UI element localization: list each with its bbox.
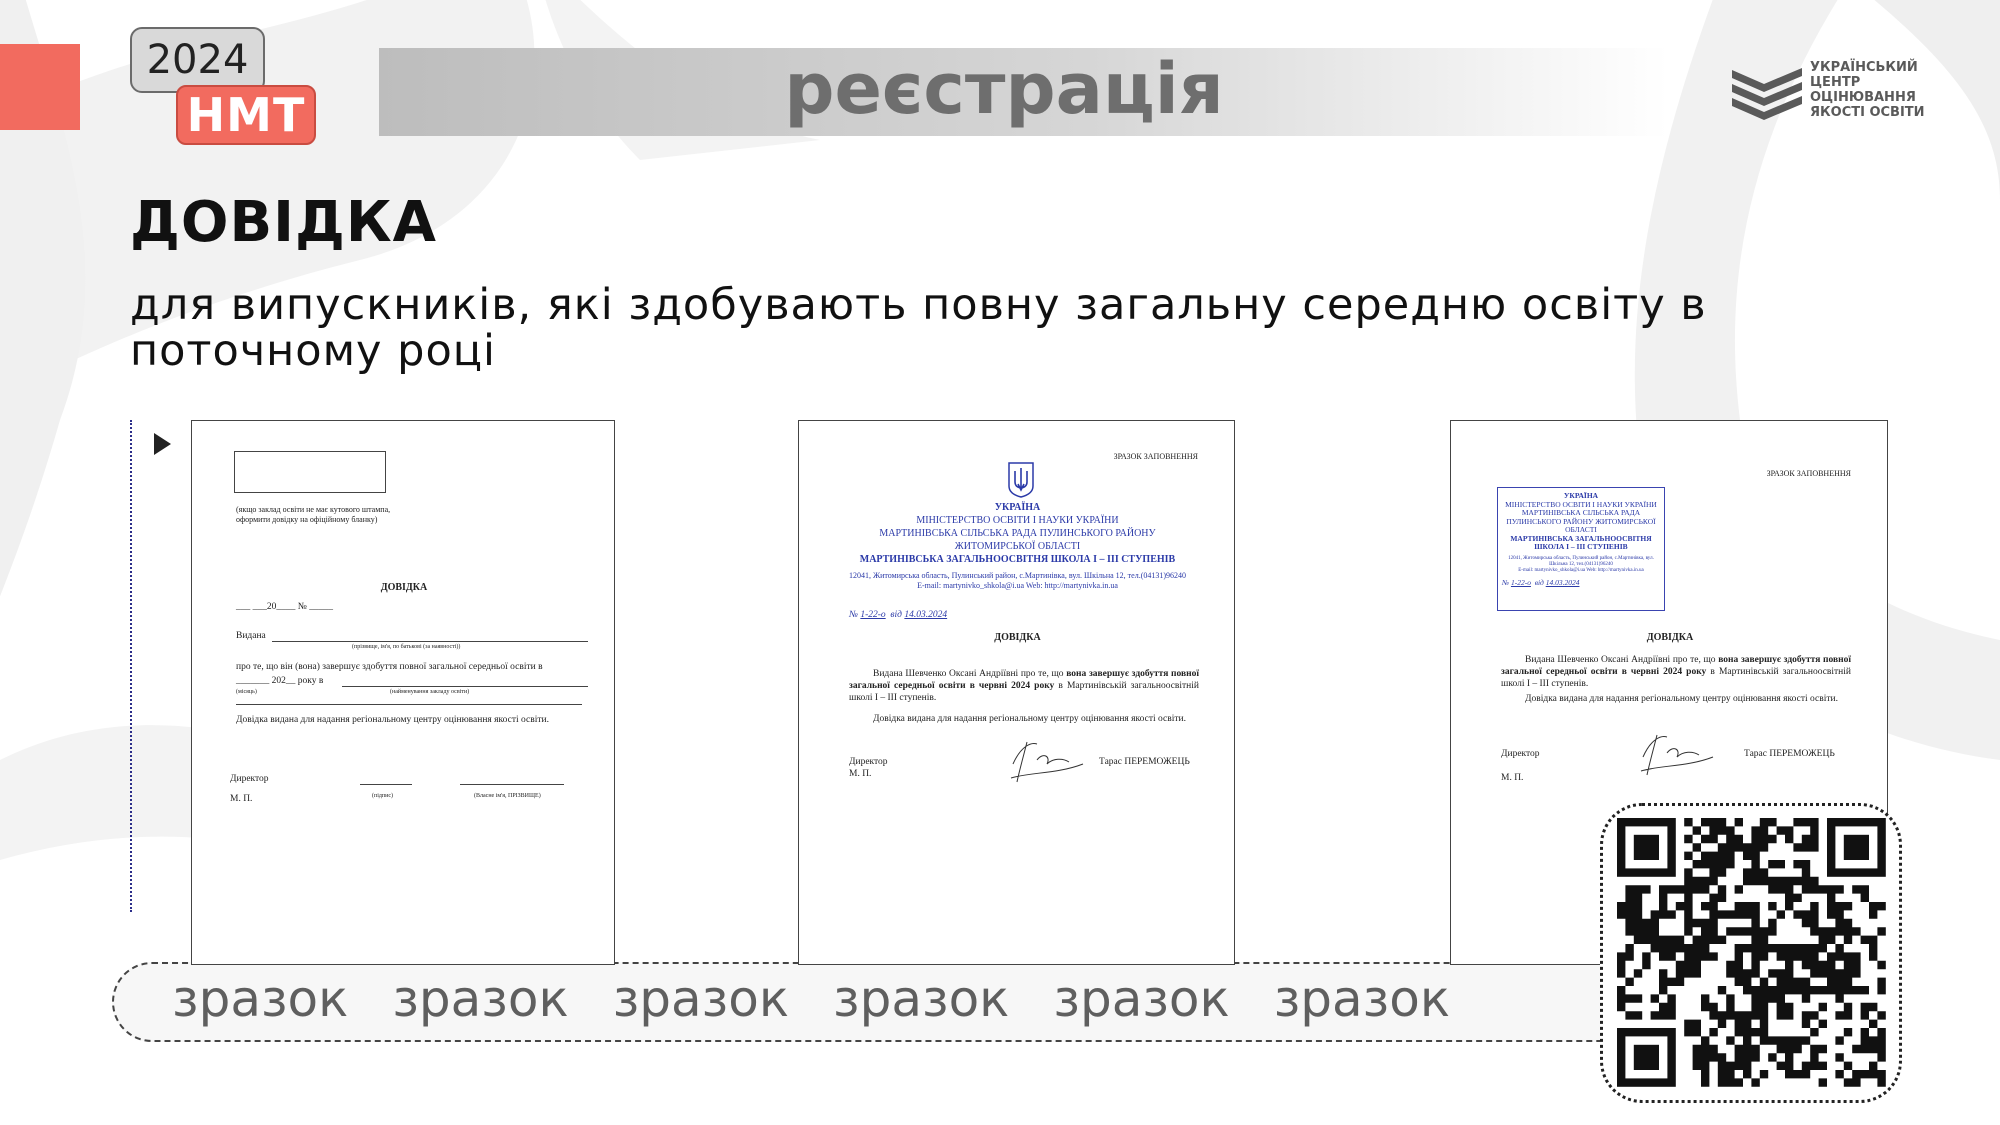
lh-director: Директор — [849, 757, 888, 767]
lh-number-line: № 1-22-о від 14.03.2024 — [849, 610, 948, 620]
stamp-note: (якщо заклад освіти не має кутового штампа, оформити довідку на офіційному бланку) — [236, 505, 391, 524]
logo-brand: НМТ — [176, 85, 316, 145]
stamp-placeholder — [234, 451, 386, 493]
doc-subtitle: для випускників, які здобувають повну загальну середню освіту в поточному році — [130, 280, 1707, 376]
form-school-hint: (найменування закладу освіти) — [390, 689, 470, 695]
banner-word: зразок — [392, 970, 569, 1028]
page-title: реєстрація — [784, 48, 1224, 130]
form-issued-hint: (прізвище, ім'я, по батькові (за наявності)) — [352, 644, 461, 650]
header-bar — [379, 48, 1669, 136]
form-date-line: ___ ___20____ № _____ — [236, 602, 333, 612]
play-icon[interactable] — [154, 433, 171, 455]
st-purpose: Довідка видана для надання регіональному центру оцінювання якості освіти. — [1525, 694, 1838, 704]
form-name-hint: (Власне ім'я, ПРІЗВИЩЕ) — [474, 793, 541, 799]
book-icon — [1730, 62, 1804, 122]
lh-line-2: МАРТИНІВСЬКА СІЛЬСЬКА РАДА ПУЛИНСЬКОГО РАЙОНУ — [879, 528, 1156, 539]
st-director: Директор — [1501, 749, 1540, 759]
st-line-6: ШКОЛА І – ІІІ СТУПЕНІВ — [1534, 542, 1628, 551]
form-director: Директор — [230, 774, 269, 784]
lh-purpose: Довідка видана для надання регіональному центру оцінювання якості освіти. — [873, 714, 1186, 724]
ucoyo-logo — [1730, 58, 1940, 128]
form-month-hint: (місяць) — [236, 689, 257, 695]
form-purpose: Довідка видана для надання регіональному центру оцінювання якості освіти. — [236, 715, 549, 725]
letterhead-sample — [798, 420, 1235, 965]
st-heading: ДОВІДКА — [1646, 632, 1694, 643]
lh-body: Видана Шевченко Оксані Андріївні про те, що вона завершує здобуття повної загальної середньої освіти в червні 2024 року в Мартинівській загальноосвітній школі І – ІІІ ступенів. — [849, 669, 1200, 703]
banner-word: зразок — [833, 970, 1010, 1028]
lh-address: 12041, Житомирська область, Пулинський район, с.Мартинівка, вул. Шкільна 12, тел.(04131)96240 — [848, 571, 1187, 580]
lh-heading: ДОВІДКА — [994, 632, 1041, 643]
qr-code[interactable] — [1600, 803, 1902, 1103]
st-line-1: МІНІСТЕРСТВО ОСВІТИ І НАУКИ УКРАЇНИ — [1505, 499, 1657, 509]
banner-word: зразок — [1273, 970, 1451, 1028]
nmt-logo — [130, 27, 320, 147]
banner-word: зразок — [612, 970, 790, 1028]
logo-year: 2024 — [130, 27, 265, 93]
st-body: Видана Шевченко Оксані Андріївні про те, що вона завершує здобуття повної загальної середньої освіти в червні 2024 року в Мартинівській загальноосвітній школі І – ІІІ ступенів. — [1501, 655, 1852, 689]
lh-line-4: МАРТИНІВСЬКА ЗАГАЛЬНООСВІТНЯ ШКОЛА І – ІІІ СТУПЕНІВ — [859, 554, 1176, 565]
lh-line-0: УКРАЇНА — [994, 502, 1041, 513]
form-heading: ДОВІДКА — [380, 582, 428, 593]
doc-title: ДОВІДКА — [130, 190, 437, 255]
corner-stamp — [1497, 487, 1665, 611]
st-email: E-mail: martynivko_shkola@i.ua Web: http://martynivka.in.ua — [1518, 567, 1644, 573]
accent-square — [0, 44, 80, 130]
sample-mark: ЗРАЗОК ЗАПОВНЕННЯ — [1113, 452, 1198, 461]
lh-line-1: МІНІСТЕРСТВО ОСВІТИ І НАУКИ УКРАЇНИ — [916, 515, 1119, 526]
banner-word: зразок — [172, 970, 349, 1028]
st-line-3: ПУЛИНСЬКОГО РАЙОНУ ЖИТОМИРСЬКОЇ — [1506, 516, 1656, 526]
dotted-divider — [130, 420, 132, 912]
sample-banner — [112, 962, 1672, 1042]
signature-icon — [1637, 727, 1717, 779]
form-sign-hint: (підпис) — [372, 793, 394, 799]
stamp-sample-mark: ЗРАЗОК ЗАПОВНЕННЯ — [1766, 469, 1851, 478]
form-issued-label: Видана — [236, 631, 266, 641]
blank-form-sample — [191, 420, 615, 965]
banner-word: зразок — [1053, 970, 1230, 1028]
st-number-line: № 1-22-о від 14.03.2024 — [1502, 577, 1580, 587]
st-line-2: МАРТИНІВСЬКА СІЛЬСЬКА РАДА — [1521, 508, 1641, 517]
st-address: 12041, Житомирська область, Пулинський район, с.Мартинівка, вул. Шкільна 12, тел.(04131)96240 — [1508, 555, 1654, 567]
st-mp: М. П. — [1501, 773, 1524, 783]
org-name: УКРАЇНСЬКИЙ ЦЕНТР ОЦІНЮВАННЯ ЯКОСТІ ОСВІТИ — [1810, 60, 1925, 120]
form-year-part: _______ 202__ року в — [236, 676, 324, 686]
st-signer: Тарас ПЕРЕМОЖЕЦЬ — [1744, 749, 1835, 759]
st-line-5: МАРТИНІВСЬКА ЗАГАЛЬНООСВІТНЯ — [1510, 533, 1652, 543]
signature-icon — [1007, 734, 1087, 786]
lh-mp: М. П. — [849, 769, 872, 779]
form-mp: М. П. — [230, 794, 253, 804]
lh-line-3: ЖИТОМИРСЬКОЇ ОБЛАСТІ — [954, 541, 1081, 552]
lh-email: E-mail: martynivko_shkola@i.ua Web: http://martynivka.in.ua — [917, 581, 1118, 590]
trident-icon — [1008, 462, 1034, 498]
st-line-4: ОБЛАСТІ — [1565, 525, 1597, 534]
form-about: про те, що він (вона) завершує здобуття повної загальної середньої освіти в — [236, 662, 543, 672]
qr-code-icon — [1603, 806, 1899, 1100]
st-line-0: УКРАЇНА — [1563, 491, 1599, 500]
lh-signer: Тарас ПЕРЕМОЖЕЦЬ — [1099, 757, 1190, 767]
